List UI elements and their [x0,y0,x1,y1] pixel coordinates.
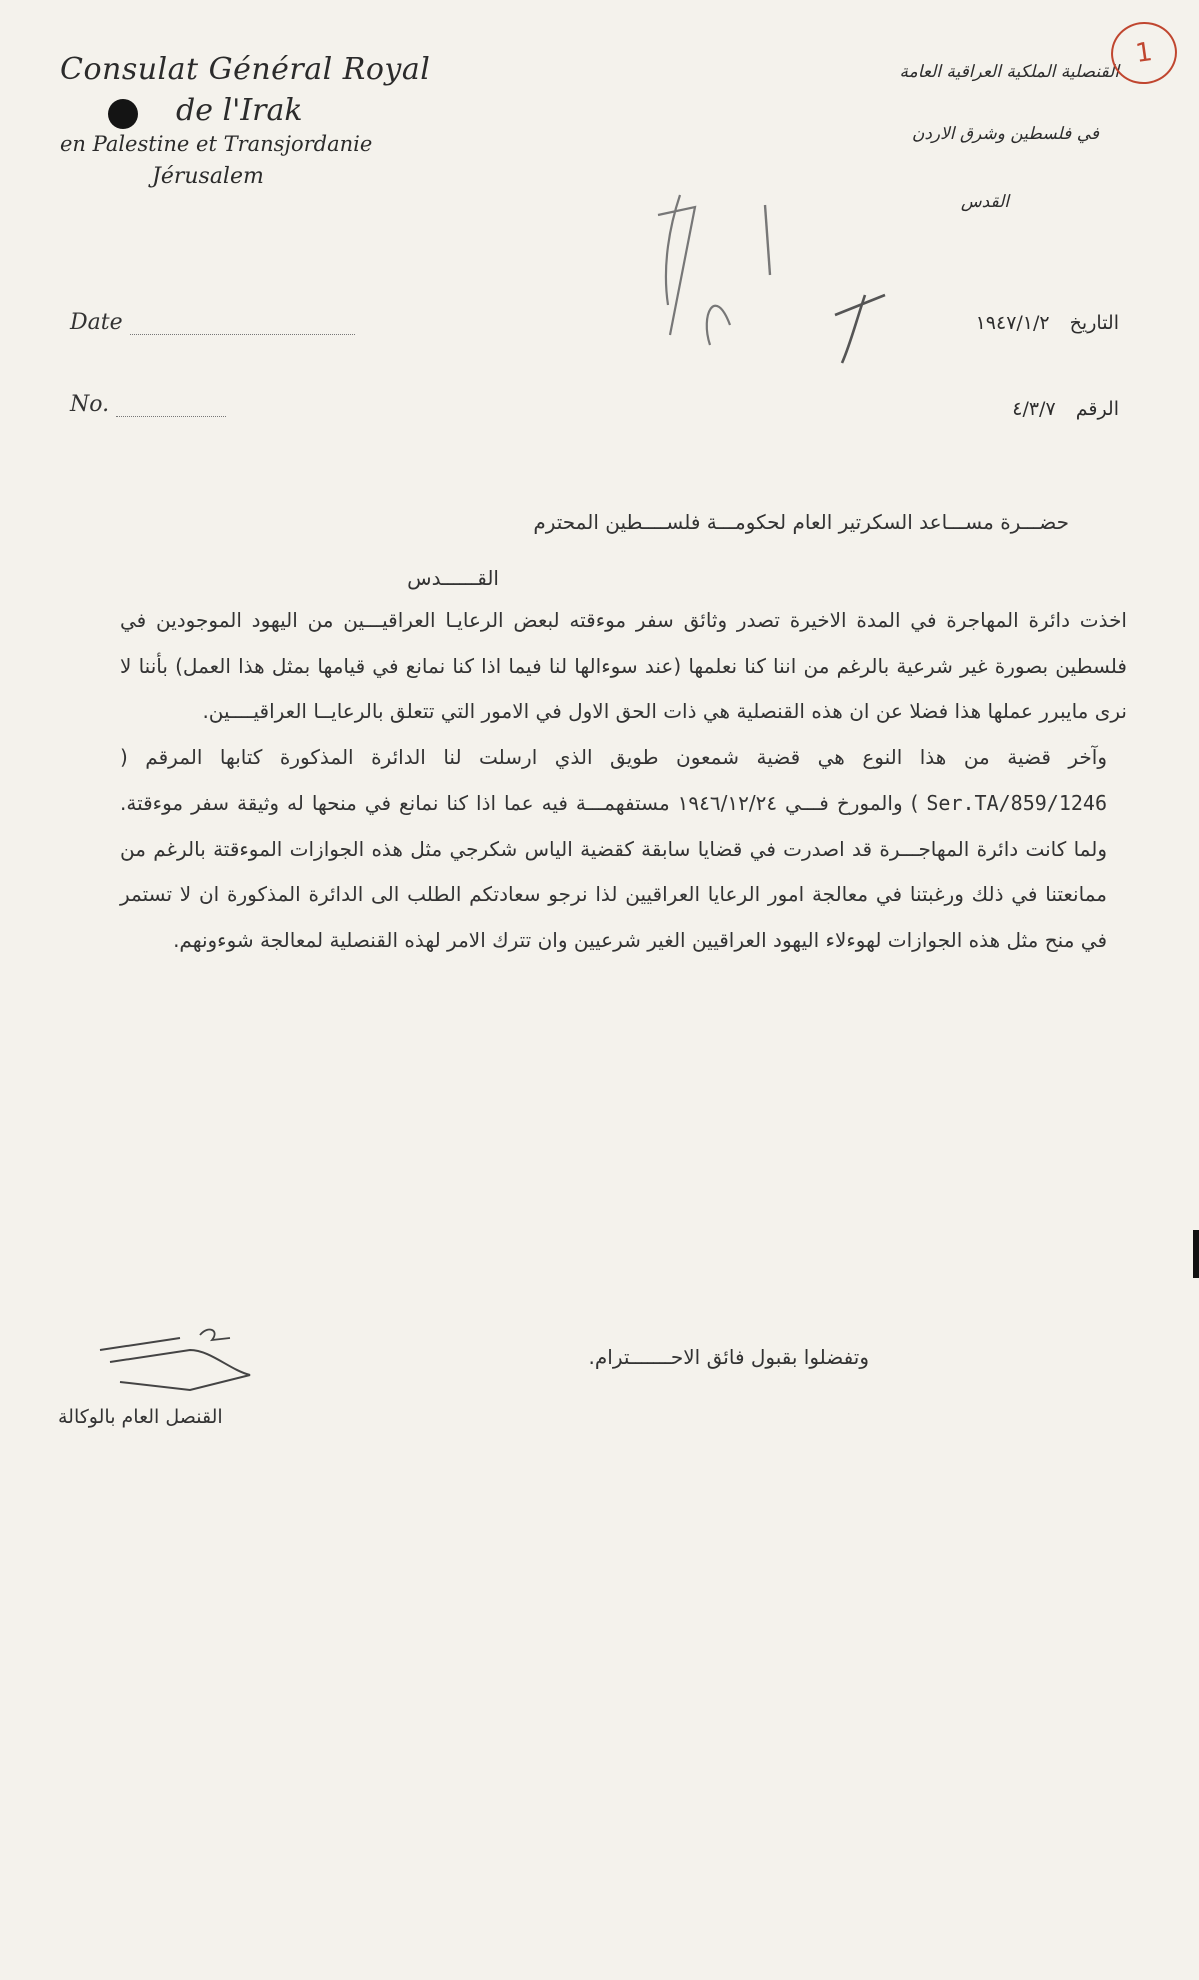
closing-line: وتفضلوا بقبول فائق الاحـــــــترام. [588,1345,869,1369]
date-label-ar: التاريخ [1069,312,1119,334]
address-line-1: حضـــرة مســـاعد السكرتير العام لحكومـــة فلســــطين المحترم [533,510,1069,534]
body-paragraph-2 [120,735,1127,964]
date-value-ar: ١٩٤٧/١/٢ [975,312,1050,334]
ref-label-ar: الرقم [1075,398,1119,420]
reference-number: Ser.TA/859/1246 [926,790,1107,815]
letterhead-fr-line2: de l'Irak [176,93,303,128]
number-rule [116,415,226,417]
ink-blot-icon [108,99,138,129]
ref-value-ar: ٤/٣/٧ [1012,398,1056,420]
body-paragraph-2-start: وآخر قضية من هذا النوع هي قضية شمعون طويق الذي ارسلت لنا الدائرة المذكورة كتابها المرقم ( [120,745,1107,770]
letterhead-french [60,52,480,189]
filing-mark-stroke-2 [707,306,730,345]
body-paragraph-1: اخذت دائرة المهاجرة في المدة الاخيرة تصدر وثائق سفر موءقته لبعض الرعايـا العراقيـــين من اليهود الموجودين في فلسطين بصورة غير شرعية بالرغم من اننا كنا نعلمها (عند سوءالها لنا فيما اذا كنا نمانع في قيامها بمثل هذا العمل) بأننا لا نرى مايبرر عملها هذا فضلا عن ان هذه القنصلية هي ذات الحق الاول في الامور التي تتعلق بالرعايــا العراقيــــين. [120,608,1127,724]
letterhead-fr-line3: en Palestine et Transjordanie [60,132,373,156]
letterhead-ar-line1: القنصلية الملكية العراقية العامة [899,62,1119,82]
filing-mark-stroke-3 [765,205,770,275]
body-paragraph-2-end: ) والمورخ فـــي ١٩٤٦/١٢/٢٤ مستفهمـــة فيه عما اذا كنا نمانع في منحها له وثيقة سفر موءقتة. ولما كانت دائرة المهاجـــرة قد اصدرت في قضايا سابقة كقضية الياس شكرجي مثل هذه الجوازات الموءقتة بالرغم من ممانعتنا في ذلك ورغبتنا في معالجة امور الرعايا العراقيين لذا نرجو سعادتكم الطلب الى الدائرة المذكورة ان لا تستمر في منح مثل هذه الجوازات لهوءلاء اليهود العراقيين الغير شرعيين وان تترك الامر لهذه القنصلية لمعالجة شوءونهم. [120,790,1107,952]
signature-image [90,1320,290,1400]
letterhead-ar-line2: في فلسطين وشرق الاردن [911,124,1099,144]
letter-body [120,598,1127,964]
letterhead-fr-line2-row [60,93,480,128]
filing-mark-stroke-1 [658,195,695,335]
date-rule [130,333,355,335]
date-label-fr: Date [70,310,123,335]
date-field-fr [70,310,355,335]
number-field-fr [70,392,226,417]
handwritten-filing-mark [640,185,900,365]
edge-mark [1193,1230,1199,1278]
number-label-fr: No. [70,392,110,417]
ref-field-ar [1012,398,1119,420]
date-field-ar [976,312,1119,334]
signature-flourish [200,1330,230,1340]
letterhead-fr-line4: Jérusalem [152,164,264,189]
page-number: 1 [1133,36,1155,70]
signature-stroke [100,1338,250,1390]
filing-mark-stroke-4 [835,295,885,363]
letterhead-ar-line3: القدس [960,192,1009,212]
letterhead-fr-line1: Consulat Général Royal [60,52,431,87]
signer-title: القنصل العام بالوكالة [58,1406,223,1428]
address-line-2: القــــــدس [407,566,499,590]
